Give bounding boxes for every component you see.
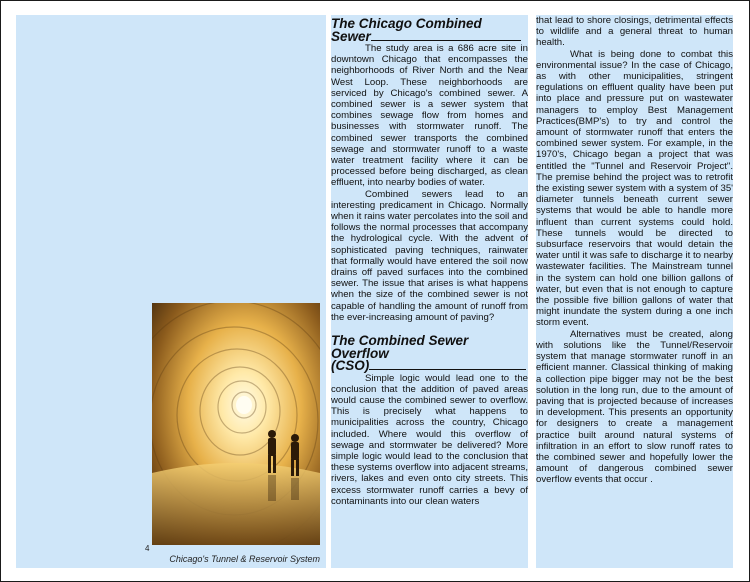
section-heading-cso (331, 335, 528, 373)
paragraph: Alternatives must be created, along with solutions like the Tunnel/Reservoir system that manage stormwater runoff in an efficient manner. Classical thinking of making a collection pipe bigger may not be the best solution in the long run, due to the amount of paving that is projected because of increases in development. This presents an opportunity for designers to create a management practice built around natural systems of infiltration in an effort to slow runoff rates to the combined sewer and hopefully lower the amount of dangerous combined sewer overflow events that occur . (536, 328, 733, 486)
heading-line-2: (CSO) (331, 358, 370, 374)
tunnel-photo (152, 303, 320, 545)
page-number: 4 (145, 544, 150, 553)
heading-line-2: Sewer (331, 28, 371, 44)
middle-column (331, 15, 528, 568)
paragraph: What is being done to combat this environmental issue? In the case of Chicago, as with other municipalities, stringent regulations on effluent quality have been put into place and pressure put on wastewater managers to employ Best Management Practices(BMP's) to try and control the amount of stormwater runoff that enters the combined sewer system. For example, in the 1970's, Chicago began a project that was entitled the "Tunnel and Reservoir Project". The premise behind the project was to retrofit the existing sewer system with a system of 35' diameter tunnels beneath current sewer systems that would be able to handle more influent than current systems could hold. These tunnels would be directed to subsurface reservoirs that would detain the water until it was safe to discharge it to nearby wastewater facilities. The Mainstream tunnel in the system can hold one billion gallons of water, but even that is not enough to capture the possible five billion gallons of water that might inundate the system during a one inch storm event. (536, 48, 733, 329)
heading-line-1: The Chicago Combined (331, 16, 482, 31)
right-column (536, 15, 733, 568)
heading-rule (369, 368, 526, 370)
heading-rule (371, 39, 521, 41)
section-heading-chicago-combined-sewer (331, 18, 528, 43)
paragraph: Combined sewers lead to an interesting predicament in Chicago. Normally when it rains water percolates into the soil and follows the normal processes that accompany the hydrological cycle. With the advent of sophisticated paving techniques, rainwater that formally would have entered the soil now drains off paved surfaces into the combined sewer. The issue that arises is what happens when the size of the combined sewer is not capable of handling the amount of runoff from the ever-increasing amount of paving? (331, 188, 528, 323)
paragraph: Simple logic would lead one to the conclusion that the addition of paved areas would cause the combined sewer to overflow. This is precisely what happens to municipalities across the country, Chicago included. Where would this overflow of sewage and stormwater be delivered? More simple logic would lead to the conclusion that these systems overflow into adjacent streams, rivers, lakes and even onto city streets. This excess stormwater runoff carries a bevy of contaminants into our clean waters (331, 372, 528, 507)
paragraph: that lead to shore closings, detrimental effects to wildlife and a general threat to human health. (536, 15, 733, 49)
photo-caption: Chicago's Tunnel & Reservoir System (169, 554, 320, 564)
paragraph: The study area is a 686 acre site in downtown Chicago that encompasses the neighborhoods of River North and the Near West Loop. These neighborhoods are serviced by Chicago's combined sewer. A combined sewer is a sewer system that combines sewage flow from homes and businesses with stormwater runoff. The combined sewer transports the combined sewage and stormwater runoff to a waste water treatment facility where it can be processed before being discharged, as clean effluent, into nearby bodies of water. (331, 43, 528, 189)
heading-line-1: The Combined Sewer Overflow (331, 333, 469, 361)
